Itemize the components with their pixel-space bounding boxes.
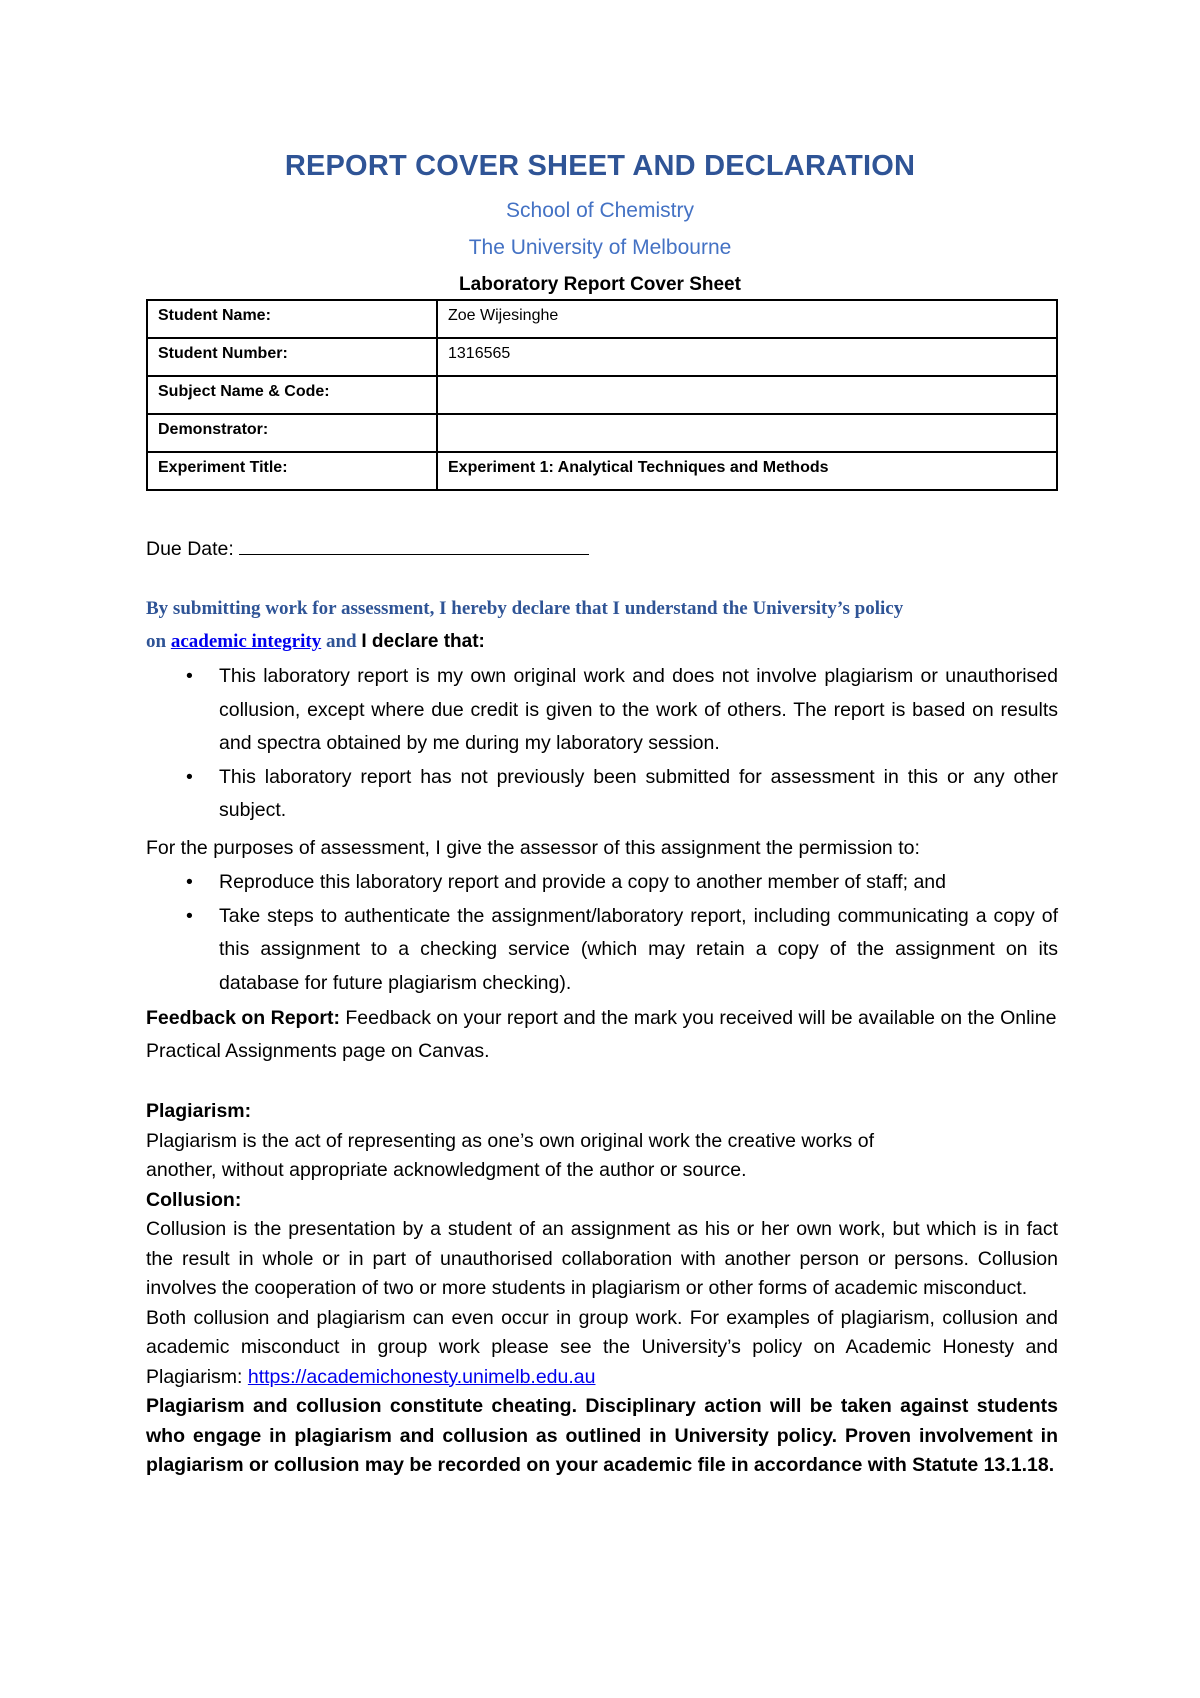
student-info-table — [146, 299, 1058, 491]
bullet-icon: • — [186, 765, 193, 788]
university-name: The University of Melbourne — [468, 236, 732, 259]
table-label: Subject Name & Code: — [147, 376, 437, 414]
bullet-icon: • — [186, 871, 193, 893]
subject-value[interactable] — [437, 376, 1057, 414]
page-title: REPORT COVER SHEET AND DECLARATION — [284, 150, 916, 182]
due-date-field[interactable] — [239, 532, 589, 555]
declaration-list — [146, 660, 1058, 828]
academic-honesty-link[interactable]: https://academichonesty.unimelb.edu.au — [247, 1365, 596, 1388]
academic-integrity-link[interactable]: academic integrity — [170, 631, 322, 652]
collusion-text: Collusion is the presentation by a student of an assignment as his or her own work, but which is in fact the result in whole or in part of unauthorised collaboration with another person or persons. Collusion involves the cooperation of two or more students in plagiarism or other forms of academic misconduct. — [146, 1218, 1058, 1299]
due-date-line — [146, 532, 1058, 566]
declaration-line-1: By submitting work for assessment, I hereby declare that I understand the University’s policy — [146, 598, 904, 619]
list-item-text: Take steps to authenticate the assignment/laboratory report, including communicating a copy of this assignment to a checking service (which may retain a copy of the assignment on its database for future plagiarism checking). — [219, 904, 1058, 994]
plagiarism-text-1: Plagiarism is the act of representing as one’s own original work the creative works of — [146, 1129, 874, 1152]
list-item-text: This laboratory report is my own original work and does not involve plagiarism or unauthorised collusion, except where due credit is given to the work of others. The report is based on results and spectra obtained by me during my laboratory session. — [219, 665, 1058, 754]
table-label: Experiment Title: — [147, 452, 437, 490]
permission-list — [146, 866, 1058, 1000]
list-item-text: Reproduce this laboratory report and provide a copy to another member of staff; and — [219, 871, 946, 893]
cheating-warning-text: Plagiarism and collusion constitute cheating. Disciplinary action will be taken against students who engage in plagiarism and collusion as outlined in University policy. Proven involvement in plagiarism or collusion may be recorded on your academic file in accordance with Statute 13.1.18. — [146, 1395, 1058, 1476]
group-work-sentence: Both collusion and plagiarism can even occur in group work. For examples of plagiarism, collusion and academic misconduct in group work please see the University’s policy on Academic Honesty and Plagiarism: — [146, 1306, 1058, 1388]
table-label: Student Name: — [147, 300, 437, 338]
collusion-heading: Collusion: — [146, 1188, 242, 1211]
feedback-text: Feedback on your report and the mark you received will be available on the Online Practical Assignments page on Canvas. — [146, 1007, 1057, 1062]
declaration-on: on — [146, 631, 167, 652]
table-label: Student Number: — [147, 338, 437, 376]
feedback-label: Feedback on Report: — [146, 1007, 340, 1029]
permission-intro: For the purposes of assessment, I give the assessor of this assignment the permission to: — [146, 837, 920, 859]
bullet-icon: • — [186, 904, 193, 927]
bullet-icon: • — [186, 665, 193, 687]
policy-section — [146, 1097, 1058, 1481]
table-label: Demonstrator: — [147, 414, 437, 452]
table-row — [147, 338, 1057, 376]
table-row — [147, 300, 1057, 338]
list-item — [146, 660, 1058, 761]
school-name: School of Chemistry — [506, 199, 694, 222]
list-item-text: This laboratory report has not previously been submitted for assessment in this or any other subject. — [219, 765, 1058, 821]
student-name-value[interactable]: Zoe Wijesinghe — [437, 300, 1057, 338]
group-work-text — [146, 1304, 1058, 1393]
table-row — [147, 414, 1057, 452]
declaration-end: I declare that: — [361, 631, 485, 652]
table-row — [147, 452, 1057, 490]
demonstrator-value[interactable] — [437, 414, 1057, 452]
declaration-line-2 — [146, 625, 1058, 658]
plagiarism-heading: Plagiarism: — [146, 1100, 252, 1122]
list-item — [146, 866, 1058, 900]
declaration-and: and — [325, 631, 357, 652]
student-number-value[interactable]: 1316565 — [437, 338, 1057, 376]
declaration-intro — [146, 592, 1058, 658]
due-date-label: Due Date: — [146, 538, 234, 560]
list-item — [146, 761, 1058, 828]
plagiarism-text-2: another, without appropriate acknowledgment of the author or source. — [146, 1159, 747, 1181]
cover-sheet-title: Laboratory Report Cover Sheet — [459, 274, 741, 295]
experiment-title-value[interactable]: Experiment 1: Analytical Techniques and Methods — [437, 452, 1057, 490]
feedback-section — [146, 1002, 1058, 1068]
cheating-warning — [146, 1392, 1058, 1481]
table-row — [147, 376, 1057, 414]
list-item — [146, 900, 1058, 1001]
